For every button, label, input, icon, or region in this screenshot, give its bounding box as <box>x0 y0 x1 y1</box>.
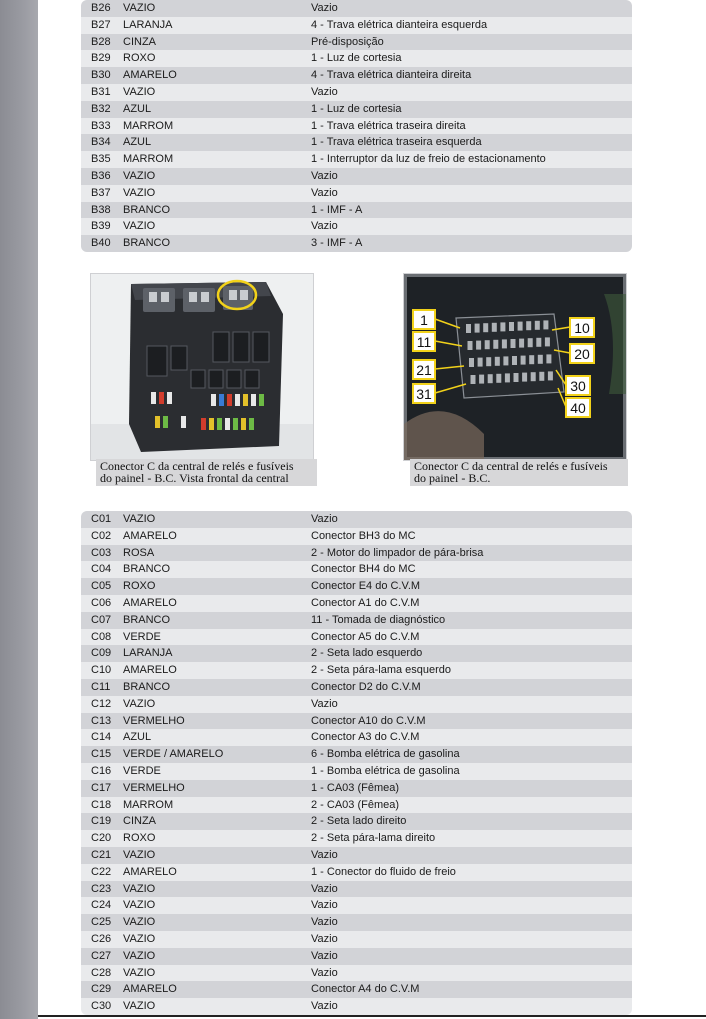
function-cell: Conector A5 do C.V.M <box>311 630 420 643</box>
pin-cell: C06 <box>91 596 112 609</box>
table-row <box>81 780 632 797</box>
function-cell: 1 - Trava elétrica traseira esquerda <box>311 136 482 149</box>
connector-pin-cavity <box>511 339 516 348</box>
table-row <box>81 965 632 982</box>
function-cell: Vazio <box>311 513 338 525</box>
connector-pin-cavity <box>521 356 526 365</box>
connector-pin-cavity <box>538 355 543 364</box>
caption-rear-line2: do painel - B.C. <box>414 471 491 485</box>
connector-pin-cavity <box>543 320 548 329</box>
pin-label-11: 11 <box>416 334 432 350</box>
table-row <box>81 0 632 17</box>
table-row <box>81 185 632 202</box>
connector-pin-cavity <box>519 339 524 348</box>
function-cell: Conector A1 do C.V.M <box>311 596 420 609</box>
connector-pin-cavity <box>469 358 474 367</box>
connector-pin-cavity <box>514 373 519 382</box>
function-cell: Vazio <box>311 2 338 14</box>
table-row <box>81 202 632 219</box>
connector-pin-cavity <box>529 355 534 364</box>
wire-color-cell: VERDE <box>123 764 161 777</box>
table-row <box>81 931 632 948</box>
function-cell: 1 - IMF - A <box>311 203 363 216</box>
table-row <box>81 914 632 931</box>
function-cell: 1 - Interruptor da luz de freio de estacionamento <box>311 153 546 166</box>
pin-cell: C15 <box>91 748 112 761</box>
pin-cell: C11 <box>91 680 111 693</box>
wire-color-cell: AMARELO <box>123 865 177 878</box>
table-row <box>81 662 632 679</box>
wire-color-cell: VAZIO <box>123 932 156 945</box>
wire-color-cell: AZUL <box>123 102 152 115</box>
function-cell: Conector A4 do C.V.M <box>311 983 420 996</box>
function-cell: 2 - Seta lado esquerdo <box>311 647 423 660</box>
function-cell: 2 - CA03 (Fêmea) <box>311 798 400 811</box>
wire-color-cell: VAZIO <box>123 882 156 895</box>
pin-label-10: 10 <box>574 320 590 336</box>
pin-cell: B40 <box>91 237 111 250</box>
connector-pin-cavity <box>475 324 480 333</box>
wire-color-cell: BRANCO <box>123 680 171 693</box>
pin-table-c <box>81 511 632 1015</box>
pin-cell: B33 <box>91 119 111 132</box>
pin-cell: C12 <box>91 697 112 710</box>
pin-cell: B34 <box>91 136 111 149</box>
table-row <box>81 629 632 646</box>
connector-illustration <box>456 314 564 398</box>
table-row <box>81 561 632 578</box>
connector-pin-cavity <box>531 372 536 381</box>
table-row <box>81 168 632 185</box>
photo-central-front-view <box>91 274 313 460</box>
caption-connector-c <box>410 459 628 486</box>
function-cell: Pré-disposição <box>311 35 384 48</box>
table-row <box>81 746 632 763</box>
function-cell: 4 - Trava elétrica dianteira direita <box>311 69 472 82</box>
caption-rear-line1: Conector C da central de relés e fusíveis <box>414 459 608 473</box>
bottom-divider <box>38 1015 706 1017</box>
pin-label-30: 30 <box>570 378 586 394</box>
table-row <box>81 612 632 629</box>
pin-cell: B37 <box>91 186 111 199</box>
table-row <box>81 528 632 545</box>
function-cell: 3 - IMF - A <box>311 237 363 250</box>
pin-cell: C22 <box>91 865 112 878</box>
page-sidebar-band <box>0 0 38 1019</box>
table-row <box>81 763 632 780</box>
table-row <box>81 235 632 252</box>
wire-color-cell: VAZIO <box>123 85 156 98</box>
pin-cell: B36 <box>91 169 111 182</box>
function-cell: Conector A10 do C.V.M <box>311 714 426 727</box>
pin-cell: B31 <box>91 85 111 98</box>
table-row <box>81 679 632 696</box>
wire-color-cell: VAZIO <box>123 697 156 710</box>
pin-cell: C02 <box>91 529 112 542</box>
pin-cell: C10 <box>91 664 112 677</box>
table-row <box>81 729 632 746</box>
pin-cell: B38 <box>91 203 111 216</box>
pin-cell: B39 <box>91 220 111 233</box>
function-cell: 2 - Motor do limpador de pára-brisa <box>311 546 484 559</box>
function-cell: 1 - CA03 (Fêmea) <box>311 781 400 794</box>
function-cell: Vazio <box>311 169 338 182</box>
function-cell: Conector BH4 do MC <box>311 563 416 576</box>
pin-cell: C01 <box>91 513 112 525</box>
table-row <box>81 218 632 235</box>
table-row <box>81 151 632 168</box>
pin-table-b <box>81 0 632 252</box>
connector-pin-cavity <box>546 354 551 363</box>
pin-cell: C30 <box>91 1000 112 1013</box>
wire-color-cell: MARROM <box>123 798 174 811</box>
connector-pin-cavity <box>518 322 523 331</box>
connector-pin-cavity <box>468 341 473 350</box>
function-cell: Vazio <box>311 186 338 199</box>
wire-color-cell: CINZA <box>123 35 156 48</box>
connector-pin-cavity <box>500 322 505 331</box>
table-row <box>81 847 632 864</box>
pin-cell: C03 <box>91 546 112 559</box>
pin-cell: C08 <box>91 630 112 643</box>
wire-color-cell: VERMELHO <box>123 714 185 727</box>
connector-pin-cavity <box>492 323 497 332</box>
function-cell: 2 - Seta pára-lama esquerdo <box>311 664 452 677</box>
pin-cell: C29 <box>91 983 112 996</box>
connector-pin-cavity <box>471 375 476 384</box>
function-cell: Conector BH3 do MC <box>311 529 416 542</box>
wire-color-cell: AMARELO <box>123 983 177 996</box>
connector-pin-cavity <box>486 357 491 366</box>
table-row <box>81 595 632 612</box>
pin-label-1: 1 <box>420 312 428 328</box>
wire-color-cell: VAZIO <box>123 916 156 929</box>
pin-cell: C17 <box>91 781 112 794</box>
function-cell: Conector A3 do C.V.M <box>311 731 420 744</box>
function-cell: 11 - Tomada de diagnóstico <box>311 613 446 626</box>
wire-color-cell: AMARELO <box>123 664 177 677</box>
pin-cell: B35 <box>91 153 111 166</box>
function-cell: 6 - Bomba elétrica de gasolina <box>311 748 460 761</box>
table-row <box>81 645 632 662</box>
connector-pin-cavity <box>548 371 553 380</box>
connector-pin-cavity <box>478 358 483 367</box>
function-cell: 1 - Conector do fluido de freio <box>311 865 456 878</box>
function-cell: Vazio <box>311 220 338 233</box>
pin-cell: C14 <box>91 731 112 744</box>
wire-color-cell: VERDE / AMARELO <box>123 748 224 761</box>
pin-cell: C28 <box>91 966 112 979</box>
connector-pin-cavity <box>503 356 508 365</box>
table-row <box>81 981 632 998</box>
table-row <box>81 998 632 1015</box>
wire-color-cell: AMARELO <box>123 529 177 542</box>
connector-pin-cavity <box>476 341 481 350</box>
connector-pin-cavity <box>502 339 507 348</box>
wire-color-cell: CINZA <box>123 815 156 828</box>
table-row <box>81 50 632 67</box>
wire-color-cell: AMARELO <box>123 69 177 82</box>
table-row <box>81 84 632 101</box>
function-cell: Vazio <box>311 1000 338 1013</box>
function-cell: Vazio <box>311 697 338 710</box>
connector-pin-cavity <box>483 323 488 332</box>
wire-color-cell: VAZIO <box>123 848 156 861</box>
pin-cell: B32 <box>91 102 111 115</box>
connector-pin-cavity <box>466 324 471 333</box>
pin-cell: B26 <box>91 2 111 14</box>
connector-pin-cavity <box>485 340 490 349</box>
connector-pin-cavity <box>539 372 544 381</box>
wire-color-cell: AMARELO <box>123 596 177 609</box>
pin-label-21: 21 <box>416 362 432 378</box>
function-cell: Vazio <box>311 899 338 912</box>
wire-color-cell: VAZIO <box>123 966 156 979</box>
pin-cell: B29 <box>91 52 111 65</box>
pin-cell: C20 <box>91 832 112 845</box>
pin-cell: C16 <box>91 764 112 777</box>
photo-connector-c <box>404 274 626 460</box>
function-cell: 4 - Trava elétrica dianteira esquerda <box>311 18 488 31</box>
connector-pin-cavity <box>528 338 533 347</box>
pin-cell: C18 <box>91 798 112 811</box>
table-row <box>81 511 632 528</box>
pin-cell: C23 <box>91 882 112 895</box>
connector-pin-cavity <box>535 321 540 330</box>
function-cell: 2 - Seta pára-lama direito <box>311 832 436 845</box>
connector-pin-cavity <box>545 337 550 346</box>
wire-color-cell: ROXO <box>123 52 156 65</box>
connector-pin-cavity <box>512 356 517 365</box>
connector-pin-cavity <box>505 373 510 382</box>
wire-color-cell: MARROM <box>123 153 174 166</box>
function-cell: Vazio <box>311 916 338 929</box>
pin-table-b-body <box>81 0 632 252</box>
wire-color-cell: AZUL <box>123 731 152 744</box>
wire-color-cell: VAZIO <box>123 186 156 199</box>
pin-cell: C21 <box>91 848 112 861</box>
table-row <box>81 101 632 118</box>
wire-color-cell: VERDE <box>123 630 161 643</box>
table-row <box>81 578 632 595</box>
pin-cell: B27 <box>91 18 111 31</box>
pin-cell: C27 <box>91 949 112 962</box>
pin-cell: C26 <box>91 932 112 945</box>
function-cell: Vazio <box>311 882 338 895</box>
wire-color-cell: VAZIO <box>123 169 156 182</box>
function-cell: Conector D2 do C.V.M <box>311 680 421 693</box>
wire-color-cell: VAZIO <box>123 1000 156 1013</box>
pin-label-40: 40 <box>570 400 586 416</box>
pin-cell: C24 <box>91 899 112 912</box>
wire-color-cell: VAZIO <box>123 2 156 14</box>
function-cell: Vazio <box>311 85 338 98</box>
wire-color-cell: VERMELHO <box>123 781 185 794</box>
table-row <box>81 881 632 898</box>
function-cell: Vazio <box>311 949 338 962</box>
connector-pin-cavity <box>522 373 527 382</box>
wire-color-cell: BRANCO <box>123 237 171 250</box>
wire-color-cell: BRANCO <box>123 613 171 626</box>
table-row <box>81 34 632 51</box>
wire-color-cell: LARANJA <box>123 18 173 31</box>
pin-cell: C19 <box>91 815 112 828</box>
wire-color-cell: VAZIO <box>123 220 156 233</box>
connector-pin-cavity <box>536 338 541 347</box>
wire-color-cell: AZUL <box>123 136 152 149</box>
wire-color-cell: ROXO <box>123 832 156 845</box>
pin-cell: C04 <box>91 563 112 576</box>
table-row <box>81 864 632 881</box>
table-row <box>81 67 632 84</box>
pin-table-c-body <box>81 511 632 1015</box>
connector-pin-cavity <box>479 375 484 384</box>
table-row <box>81 813 632 830</box>
connector-pin-cavity <box>496 374 501 383</box>
pin-cell: C05 <box>91 580 112 593</box>
wire-color-cell: BRANCO <box>123 203 171 216</box>
function-cell: 1 - Trava elétrica traseira direita <box>311 119 466 132</box>
function-cell: Conector E4 do C.V.M <box>311 580 421 593</box>
wire-color-cell: VAZIO <box>123 513 156 525</box>
pin-label-31: 31 <box>416 386 432 402</box>
function-cell: 2 - Seta lado direito <box>311 815 407 828</box>
table-row <box>81 830 632 847</box>
wire-color-cell: MARROM <box>123 119 174 132</box>
table-row <box>81 118 632 135</box>
wire-color-cell: ROXO <box>123 580 156 593</box>
connector-pin-cavity <box>526 321 531 330</box>
function-cell: 1 - Luz de cortesia <box>311 52 402 65</box>
table-row <box>81 713 632 730</box>
connector-pin-cavity <box>509 322 514 331</box>
wire-color-cell: LARANJA <box>123 647 173 660</box>
wire-color-cell: ROSA <box>123 546 155 559</box>
table-row <box>81 17 632 34</box>
table-row <box>81 897 632 914</box>
function-cell: Vazio <box>311 966 338 979</box>
table-row <box>81 134 632 151</box>
function-cell: 1 - Luz de cortesia <box>311 102 402 115</box>
connector-pin-cavity <box>488 374 493 383</box>
table-row <box>81 797 632 814</box>
relay-fuse-box-illustration <box>129 281 283 452</box>
caption-front-line1: Conector C da central de relés e fusíveis <box>100 459 294 473</box>
wire-color-cell: BRANCO <box>123 563 171 576</box>
function-cell: 1 - Bomba elétrica de gasolina <box>311 764 460 777</box>
pin-cell: C07 <box>91 613 112 626</box>
table-row <box>81 696 632 713</box>
caption-front-line2: do painel - B.C. Vista frontal da central <box>100 471 289 485</box>
pin-cell: C25 <box>91 916 112 929</box>
pin-cell: B28 <box>91 35 111 48</box>
table-row <box>81 948 632 965</box>
pin-cell: B30 <box>91 69 111 82</box>
pin-cell: C13 <box>91 714 112 727</box>
caption-front-view <box>96 459 317 486</box>
connector-pin-cavity <box>495 357 500 366</box>
function-cell: Vazio <box>311 932 338 945</box>
wire-color-cell: VAZIO <box>123 949 156 962</box>
pin-label-20: 20 <box>574 346 590 362</box>
table-row <box>81 545 632 562</box>
function-cell: Vazio <box>311 848 338 861</box>
wire-color-cell: VAZIO <box>123 899 156 912</box>
pin-cell: C09 <box>91 647 112 660</box>
connector-pin-cavity <box>493 340 498 349</box>
